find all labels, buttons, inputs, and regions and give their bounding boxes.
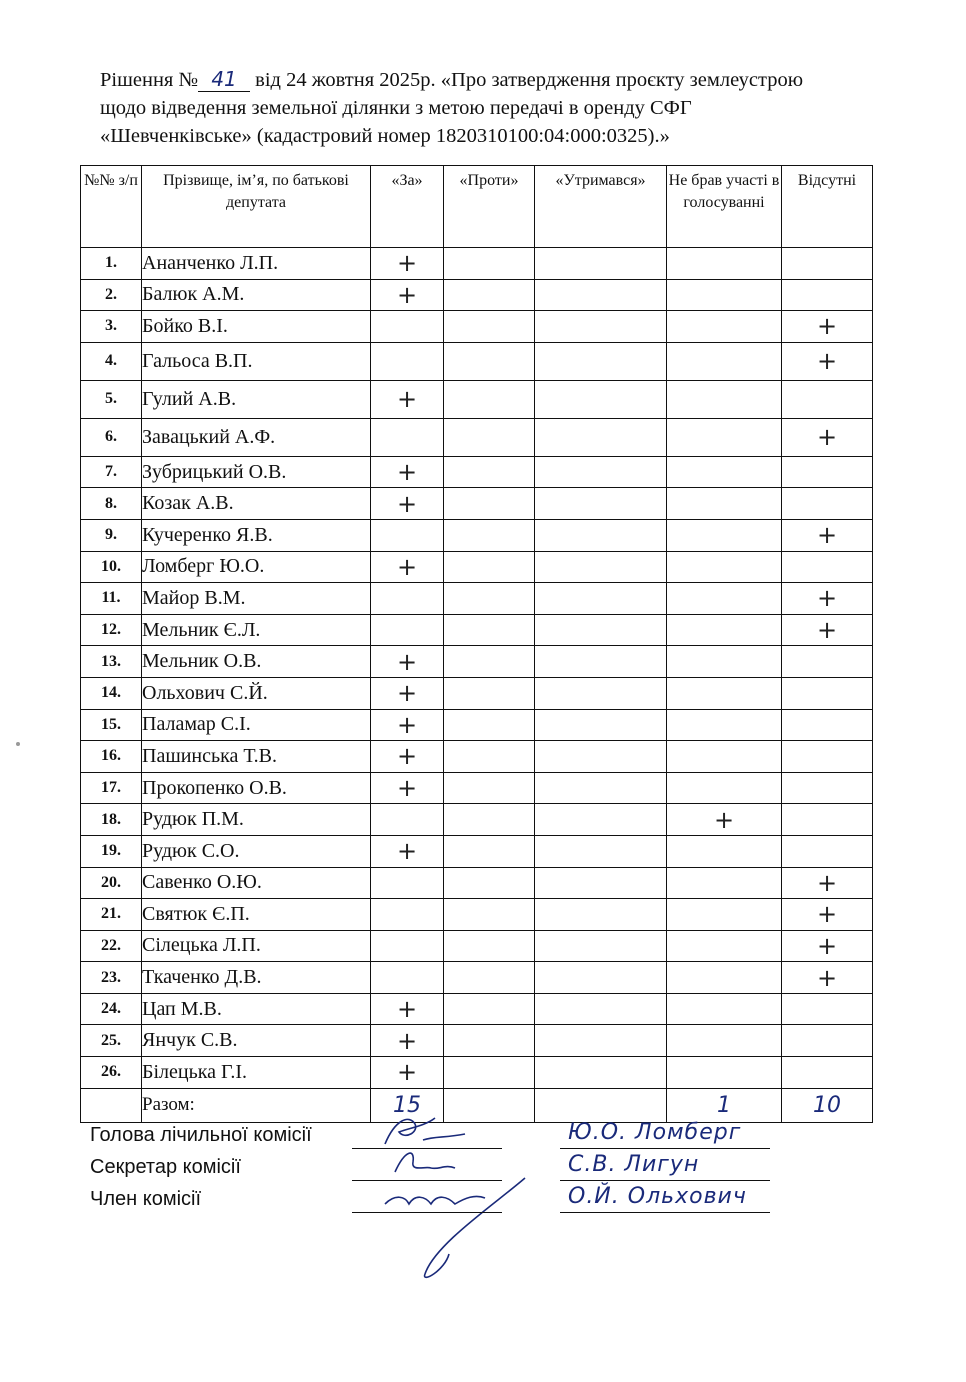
vote-cell-against [444, 867, 535, 899]
deputy-name: Балюк А.М. [142, 279, 371, 311]
vote-cell-against [444, 1057, 535, 1089]
vote-cell-against [444, 418, 535, 456]
name-line [560, 1180, 770, 1181]
vote-cell-abstain [535, 279, 667, 311]
vote-cell-for [371, 1025, 444, 1057]
vote-cell-for [371, 456, 444, 488]
signatory-name: С.В. Лигун [568, 1152, 700, 1177]
row-number: 21. [81, 899, 142, 931]
vote-cell-absent [782, 867, 873, 899]
plus-mark-icon: + [816, 868, 838, 897]
vote-cell-for [371, 772, 444, 804]
row-number: 7. [81, 456, 142, 488]
deputy-name: Сілецька Л.П. [142, 930, 371, 962]
vote-cell-abstain [535, 677, 667, 709]
vote-cell-against [444, 772, 535, 804]
table-row [81, 772, 873, 804]
vote-cell-not-voted [667, 380, 782, 418]
plus-mark-icon: + [396, 774, 418, 803]
vote-cell-against [444, 614, 535, 646]
vote-cell-abstain [535, 519, 667, 551]
signatory-name: Ю.О. Ломберг [568, 1120, 742, 1145]
plus-mark-icon: + [396, 280, 418, 309]
row-number: 20. [81, 867, 142, 899]
name-line [560, 1212, 770, 1213]
vote-cell-for [371, 488, 444, 520]
vote-cell-not-voted [667, 519, 782, 551]
vote-cell-against [444, 488, 535, 520]
vote-cell-absent [782, 646, 873, 678]
table-row [81, 962, 873, 994]
deputy-name: Гальоса В.П. [142, 342, 371, 380]
vote-cell-absent [782, 342, 873, 380]
vote-cell-absent [782, 279, 873, 311]
vote-cell-abstain [535, 248, 667, 280]
vote-cell-abstain [535, 583, 667, 615]
signature-row [90, 1184, 890, 1220]
plus-mark-icon: + [816, 963, 838, 992]
vote-cell-for [371, 899, 444, 931]
vote-cell-abstain [535, 741, 667, 773]
deputy-name: Завацький А.Ф. [142, 418, 371, 456]
vote-cell-against [444, 835, 535, 867]
vote-cell-absent [782, 1057, 873, 1089]
vote-cell-not-voted [667, 646, 782, 678]
vote-cell-not-voted [667, 614, 782, 646]
deputy-name: Прокопенко О.В. [142, 772, 371, 804]
table-header-row [81, 166, 873, 248]
table-row [81, 1025, 873, 1057]
row-number: 6. [81, 418, 142, 456]
vote-cell-against [444, 677, 535, 709]
vote-cell-abstain [535, 804, 667, 836]
deputy-name: Мельник Є.Л. [142, 614, 371, 646]
row-number: 13. [81, 646, 142, 678]
vote-cell-for [371, 646, 444, 678]
vote-cell-abstain [535, 311, 667, 343]
vote-cell-absent [782, 488, 873, 520]
col-for-header: «За» [371, 166, 444, 248]
signature-role: Член комісії [90, 1188, 202, 1210]
plus-mark-icon: + [396, 679, 418, 708]
vote-cell-against [444, 279, 535, 311]
vote-cell-against [444, 709, 535, 741]
table-row [81, 279, 873, 311]
vote-cell-not-voted [667, 248, 782, 280]
vote-cell-not-voted [667, 551, 782, 583]
col-against-header: «Проти» [444, 166, 535, 248]
deputy-name: Зубрицький О.В. [142, 456, 371, 488]
decision-number: 41 [211, 67, 237, 91]
decision-title-line2: щодо відведення земельної ділянки з метою передачі в оренду СФГ [100, 97, 692, 119]
plus-mark-icon: + [396, 489, 418, 518]
deputy-name: Пашинська Т.В. [142, 741, 371, 773]
plus-mark-icon: + [816, 521, 838, 550]
plus-mark-icon: + [396, 385, 418, 414]
row-number: 16. [81, 741, 142, 773]
row-number: 26. [81, 1057, 142, 1089]
vote-cell-for [371, 551, 444, 583]
vote-cell-against [444, 583, 535, 615]
vote-cell-for [371, 248, 444, 280]
totals-label: Разом: [142, 1088, 371, 1122]
row-number: 23. [81, 962, 142, 994]
plus-mark-icon: + [816, 584, 838, 613]
vote-cell-abstain [535, 899, 667, 931]
table-row [81, 456, 873, 488]
col-name-header: Прізвище, ім’я, по батькові депутата [142, 166, 371, 248]
vote-cell-against [444, 1025, 535, 1057]
vote-cell-absent [782, 709, 873, 741]
vote-cell-against [444, 248, 535, 280]
vote-cell-abstain [535, 418, 667, 456]
row-number: 25. [81, 1025, 142, 1057]
signature-line [352, 1212, 502, 1213]
vote-cell-against [444, 962, 535, 994]
plus-mark-icon: + [396, 710, 418, 739]
table-row [81, 551, 873, 583]
row-number: 3. [81, 311, 142, 343]
handwritten-signature [375, 1174, 535, 1284]
vote-cell-absent [782, 993, 873, 1025]
deputy-name: Мельник О.В. [142, 646, 371, 678]
vote-cell-abstain [535, 962, 667, 994]
deputy-name: Паламар С.І. [142, 709, 371, 741]
deputy-name: Ольхович С.Й. [142, 677, 371, 709]
table-row [81, 804, 873, 836]
table-body [81, 248, 873, 1089]
deputy-name: Савенко О.Ю. [142, 867, 371, 899]
row-number: 22. [81, 930, 142, 962]
table-row [81, 677, 873, 709]
row-number: 10. [81, 551, 142, 583]
vote-cell-abstain [535, 772, 667, 804]
vote-cell-abstain [535, 551, 667, 583]
vote-cell-for [371, 418, 444, 456]
total-not-voted: 1 [667, 1088, 782, 1122]
voting-table [80, 165, 873, 1123]
vote-cell-for [371, 519, 444, 551]
vote-cell-against [444, 551, 535, 583]
vote-cell-absent [782, 835, 873, 867]
col-abstain-header: «Утримався» [535, 166, 667, 248]
deputy-name: Цап М.В. [142, 993, 371, 1025]
plus-mark-icon: + [396, 837, 418, 866]
table-row [81, 930, 873, 962]
plus-mark-icon: + [816, 900, 838, 929]
vote-cell-absent [782, 677, 873, 709]
vote-cell-for [371, 311, 444, 343]
vote-cell-not-voted [667, 741, 782, 773]
vote-cell-abstain [535, 380, 667, 418]
deputy-name: Козак А.В. [142, 488, 371, 520]
decision-title-line3: «Шевченківське» (кадастровий номер 1820310100:04:000:0325).» [100, 125, 670, 147]
vote-cell-for [371, 835, 444, 867]
vote-cell-absent [782, 804, 873, 836]
vote-cell-not-voted [667, 899, 782, 931]
vote-cell-not-voted [667, 677, 782, 709]
row-number: 9. [81, 519, 142, 551]
plus-mark-icon: + [396, 995, 418, 1024]
vote-cell-abstain [535, 930, 667, 962]
table-row [81, 248, 873, 280]
row-number: 15. [81, 709, 142, 741]
total-absent: 10 [782, 1088, 873, 1122]
vote-cell-absent [782, 248, 873, 280]
table-row [81, 583, 873, 615]
vote-cell-not-voted [667, 418, 782, 456]
table-row [81, 899, 873, 931]
plus-mark-icon: + [396, 1026, 418, 1055]
deputy-name: Ананченко Л.П. [142, 248, 371, 280]
vote-cell-against [444, 993, 535, 1025]
vote-cell-abstain [535, 1057, 667, 1089]
vote-cell-against [444, 804, 535, 836]
vote-cell-for [371, 342, 444, 380]
vote-cell-absent [782, 899, 873, 931]
deputy-name: Ломберг Ю.О. [142, 551, 371, 583]
vote-cell-for [371, 279, 444, 311]
plus-mark-icon: + [816, 931, 838, 960]
vote-cell-not-voted [667, 279, 782, 311]
vote-cell-not-voted [667, 456, 782, 488]
vote-cell-against [444, 342, 535, 380]
deputy-name: Майор В.М. [142, 583, 371, 615]
vote-cell-for [371, 962, 444, 994]
decision-title-line1: від 24 жовтня 2025р. «Про затвердження проєкту землеустрою [255, 69, 804, 91]
plus-mark-icon: + [396, 647, 418, 676]
vote-cell-abstain [535, 456, 667, 488]
vote-cell-not-voted [667, 930, 782, 962]
vote-cell-absent [782, 380, 873, 418]
vote-cell-absent [782, 1025, 873, 1057]
vote-cell-abstain [535, 993, 667, 1025]
plus-mark-icon: + [816, 616, 838, 645]
deputy-name: Рудюк С.О. [142, 835, 371, 867]
row-number: 1. [81, 248, 142, 280]
vote-cell-for [371, 867, 444, 899]
row-number: 8. [81, 488, 142, 520]
plus-mark-icon: + [713, 805, 735, 834]
table-row [81, 867, 873, 899]
vote-cell-abstain [535, 342, 667, 380]
vote-cell-not-voted [667, 1057, 782, 1089]
table-row [81, 993, 873, 1025]
plus-mark-icon: + [396, 552, 418, 581]
vote-cell-abstain [535, 488, 667, 520]
vote-cell-absent [782, 418, 873, 456]
vote-cell-against [444, 646, 535, 678]
vote-cell-against [444, 741, 535, 773]
table-row [81, 342, 873, 380]
vote-cell-for [371, 614, 444, 646]
vote-cell-not-voted [667, 342, 782, 380]
vote-cell-abstain [535, 709, 667, 741]
totals-empty-cell [81, 1088, 142, 1122]
plus-mark-icon: + [396, 742, 418, 771]
total-for: 15 [371, 1088, 444, 1122]
vote-cell-not-voted [667, 804, 782, 836]
row-number: 5. [81, 380, 142, 418]
vote-cell-against [444, 311, 535, 343]
table-row [81, 646, 873, 678]
vote-cell-abstain [535, 1025, 667, 1057]
deputy-name: Ткаченко Д.В. [142, 962, 371, 994]
vote-cell-not-voted [667, 867, 782, 899]
row-number: 14. [81, 677, 142, 709]
deputy-name: Бойко В.І. [142, 311, 371, 343]
vote-cell-absent [782, 741, 873, 773]
row-number: 11. [81, 583, 142, 615]
table-row [81, 614, 873, 646]
vote-cell-for [371, 677, 444, 709]
vote-cell-not-voted [667, 488, 782, 520]
deputy-name: Святюк Є.П. [142, 899, 371, 931]
vote-cell-abstain [535, 614, 667, 646]
vote-cell-against [444, 380, 535, 418]
signature-role: Голова лічильної комісії [90, 1124, 312, 1146]
vote-cell-against [444, 930, 535, 962]
row-number: 19. [81, 835, 142, 867]
deputy-name: Білецька Г.І. [142, 1057, 371, 1089]
vote-cell-for [371, 709, 444, 741]
plus-mark-icon: + [396, 249, 418, 278]
vote-cell-not-voted [667, 1025, 782, 1057]
table-row [81, 418, 873, 456]
signature-block [90, 1120, 890, 1220]
total-abstain [535, 1088, 667, 1122]
decision-number-slot [198, 68, 250, 92]
vote-cell-for [371, 993, 444, 1025]
table-row [81, 488, 873, 520]
vote-cell-for [371, 380, 444, 418]
table-row [81, 741, 873, 773]
plus-mark-icon: + [816, 423, 838, 452]
table-row [81, 519, 873, 551]
row-number: 2. [81, 279, 142, 311]
vote-cell-absent [782, 551, 873, 583]
decision-header [100, 66, 904, 150]
vote-cell-absent [782, 772, 873, 804]
vote-cell-for [371, 804, 444, 836]
vote-cell-abstain [535, 646, 667, 678]
vote-cell-for [371, 741, 444, 773]
vote-cell-not-voted [667, 993, 782, 1025]
vote-cell-not-voted [667, 583, 782, 615]
vote-cell-not-voted [667, 772, 782, 804]
signatory-name: О.Й. Ольхович [568, 1184, 747, 1209]
vote-cell-absent [782, 583, 873, 615]
scan-speck [16, 742, 20, 746]
row-number: 24. [81, 993, 142, 1025]
table-row [81, 311, 873, 343]
vote-cell-for [371, 583, 444, 615]
col-absent-header: Відсутні [782, 166, 873, 248]
signature-row [90, 1120, 890, 1156]
row-number: 4. [81, 342, 142, 380]
vote-cell-absent [782, 519, 873, 551]
table-row [81, 380, 873, 418]
signature-role: Секретар комісії [90, 1156, 241, 1178]
row-number: 17. [81, 772, 142, 804]
vote-cell-absent [782, 614, 873, 646]
row-number: 12. [81, 614, 142, 646]
name-line [560, 1148, 770, 1149]
deputy-name: Кучеренко Я.В. [142, 519, 371, 551]
plus-mark-icon: + [816, 312, 838, 341]
vote-cell-against [444, 456, 535, 488]
vote-cell-absent [782, 930, 873, 962]
table-row [81, 835, 873, 867]
vote-cell-against [444, 519, 535, 551]
vote-cell-not-voted [667, 311, 782, 343]
plus-mark-icon: + [816, 347, 838, 376]
col-number-header: №№ з/п [81, 166, 142, 248]
plus-mark-icon: + [396, 1058, 418, 1087]
vote-cell-abstain [535, 835, 667, 867]
table-row [81, 1057, 873, 1089]
plus-mark-icon: + [396, 458, 418, 487]
deputy-name: Гулий А.В. [142, 380, 371, 418]
deputy-name: Рудюк П.М. [142, 804, 371, 836]
table-row [81, 709, 873, 741]
vote-cell-for [371, 930, 444, 962]
deputy-name: Янчук С.В. [142, 1025, 371, 1057]
vote-cell-not-voted [667, 835, 782, 867]
vote-cell-against [444, 899, 535, 931]
row-number: 18. [81, 804, 142, 836]
col-not-voted-header: Не брав участі в голосуванні [667, 166, 782, 248]
vote-cell-abstain [535, 867, 667, 899]
decision-prefix: Рішення № [100, 69, 199, 91]
vote-cell-for [371, 1057, 444, 1089]
vote-cell-not-voted [667, 709, 782, 741]
vote-cell-absent [782, 311, 873, 343]
vote-cell-absent [782, 962, 873, 994]
vote-cell-absent [782, 456, 873, 488]
vote-cell-not-voted [667, 962, 782, 994]
